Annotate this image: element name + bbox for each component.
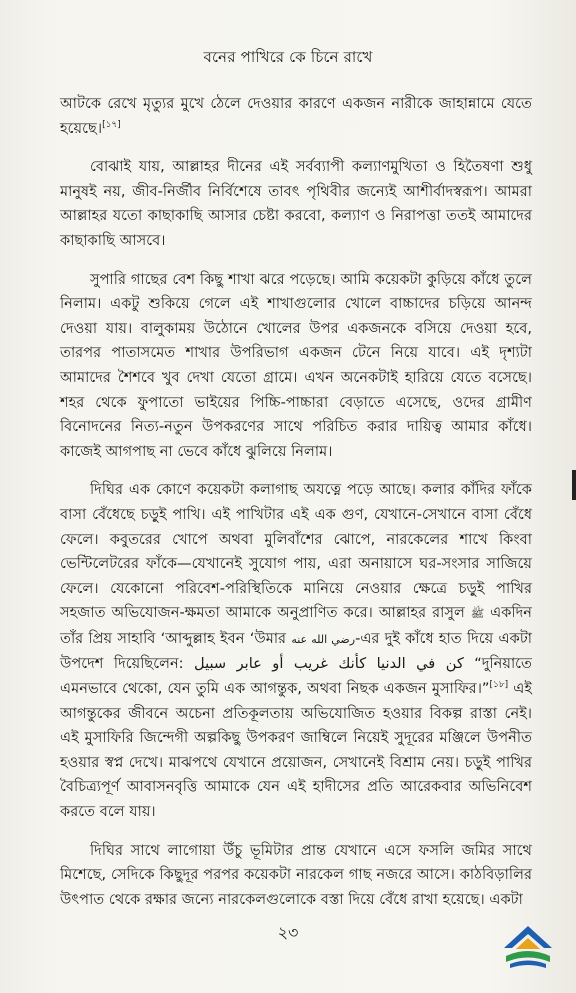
paragraph-1 xyxy=(60,92,532,141)
honorific-radiallahu: رضي الله عنه xyxy=(291,632,356,646)
footnote-ref-18[interactable]: [১৮] xyxy=(489,680,509,691)
paragraph-text: একদিন তাঁর প্রিয় সাহাবি ‘আব্দুল্লাহ ইবন ‘উমার xyxy=(60,604,533,647)
paragraph-text: বোঝাই যায়, আল্লাহর দীনের এই সর্বব্যাপী কল্যাণমুখিতা ও হিতৈষণা শুধু মানুষই নয়, জীব-নির্জীব নির্বিশেষে তাবৎ পৃথিবীর জন্যেই আশীর্বাদস্বরূপ। আমরা আল্লাহর যতো কাছাকাছি আসার চেষ্টা করবো, কল্যাণ ও নিরাপত্তা ততই আমাদের কাছাকাছি আসবে। xyxy=(60,158,532,249)
paragraph-text: আটকে রেখে মৃত্যুর মুখে ঠেলে দেওয়ার কারণে একজন নারীকে জাহান্নামে যেতে হয়েছে। xyxy=(60,95,532,137)
logo-book-shape xyxy=(506,951,550,962)
paragraph-4 xyxy=(60,478,532,824)
logo-book-base xyxy=(510,961,546,969)
paragraph-text: -এর দুই কাঁধে হাত দিয়ে একটা উপদেশ দিয়েছিলেন: xyxy=(60,629,533,673)
edge-mark-rect xyxy=(572,470,576,500)
paragraph-2 xyxy=(60,155,532,253)
page-body xyxy=(60,92,532,926)
paragraph-text: সুপারি গাছের বেশ কিছু শাখা ঝরে পড়েছে। আমি কয়েকটা কুড়িয়ে কাঁধে তুলে নিলাম। একটু শুকিয়ে গেলে এই শাখাগুলোর খোলে বাচ্চাদের চড়িয়ে আনন্দ দেওয়া যায়। বালুকাময় উঠোনে খোলের উপর একজনকে বসিয়ে দেওয়া হবে, তারপর পাতাসমেত শাখার উপরিভাগ একজন টেনে নিয়ে যাবে। এই দৃশ্যটা আমাদের শৈশবে খুব দেখা যেতো গ্রামে। এখন অনেকটাই হারিয়ে যেতে বসেছে। শহর থেকে ফুপাতো ভাইয়ের পিচ্চি-পাচ্চারা বেড়াতে এসেছে, ওদের গ্রামীণ বিনোদনের নিত্য-নতুন উপকরণের সাথে পরিচিত করার দায়িত্ব আমার কাঁধে। কাজেই আগপাছ না ভেবে কাঁধে ঝুলিয়ে নিলাম। xyxy=(60,270,532,460)
running-header: বনের পাখিরে কে চিনে রাখে xyxy=(203,48,373,66)
page-edge-mark xyxy=(570,470,576,500)
paragraph-text: দিঘির এক কোণে কয়েকটা কলাগাছ অযত্নে পড়ে আছে। কলার কাঁদির ফাঁকে বাসা বেঁধেছে চড়ুই পাখি। এই পাখিটার এই এক গুণ, যেখানে-সেখানে বাসা বেঁধে ফেলে। কবুতরের খোপে অথবা মুলিবাঁশের ঝোপে, নারকেলের শাখে কিংবা ভেন্টিলেটরের ফাঁকে—যেখানেই সুযোগ পায়, এরা অনায়াসে ঘর-সংসার সাজিয়ে ফেলে। যেকোনো পরিবেশ-পরিস্থিতিকে মানিয়ে নেওয়ার ক্ষেত্রে চড়ুই পাখির সহজাত অভিযোজন-ক্ষমতা আমাকে অনুপ্রাণিত করে। আল্লাহর রাসুল xyxy=(60,481,532,622)
page-number: ২৩ xyxy=(277,923,299,942)
arabic-hadith-quote: كن في الدنيا كأنك غريب أو عابر سبيل xyxy=(194,655,464,673)
hadith-translation: “দুনিয়াতে এমনভাবে থেকো, যেন তুমি এক আগন্তুক, অথবা নিছক একজন মুসাফির।” xyxy=(60,655,532,698)
footnote-ref-17[interactable]: [১৭] xyxy=(102,119,121,130)
honorific-salawat: ﷺ xyxy=(470,607,485,621)
paragraph-text: দিঘির সাথে লাগোয়া উঁচু ভূমিটার প্রান্ত যেখানে এসে ফসলি জমির সাথে মিশেছে, সেদিকে কিছুদূর পরপর কয়েকটা নারকেল গাছ নজরে আসে। কাঠবিড়ালির উৎপাত থেকে রক্ষার জন্যে নারকেলগুলোকে বস্তা দিয়ে বেঁধে রাখা হয়েছে। একটা xyxy=(60,841,532,908)
paragraph-5 xyxy=(60,839,532,913)
paragraph-3 xyxy=(60,268,532,465)
paragraph-text: এই আগন্তুকের জীবনে অচেনা প্রতিকূলতায় অভিযোজিত হওয়ার বিকল্প রাস্তা নেই। এই মুসাফিরি জিন্দেগী অল্পকিছু উপকরণ জাম্বিলে নিয়েই সুদূরের মঞ্জিলে উপনীত হওয়ার স্বপ্ন দেখে। মাঝপথে যেখানে প্রয়োজন, সেখানেই বিশ্রাম নেয়। চড়ুই পাখির বৈচিত্র্যপূর্ণ আবাসনবৃত্তি আমাকে যেন এই হাদীসের প্রতি আরেকবার অভিনিবেশ করতে বলে যায়। xyxy=(60,680,532,821)
publisher-logo-icon xyxy=(500,922,556,974)
